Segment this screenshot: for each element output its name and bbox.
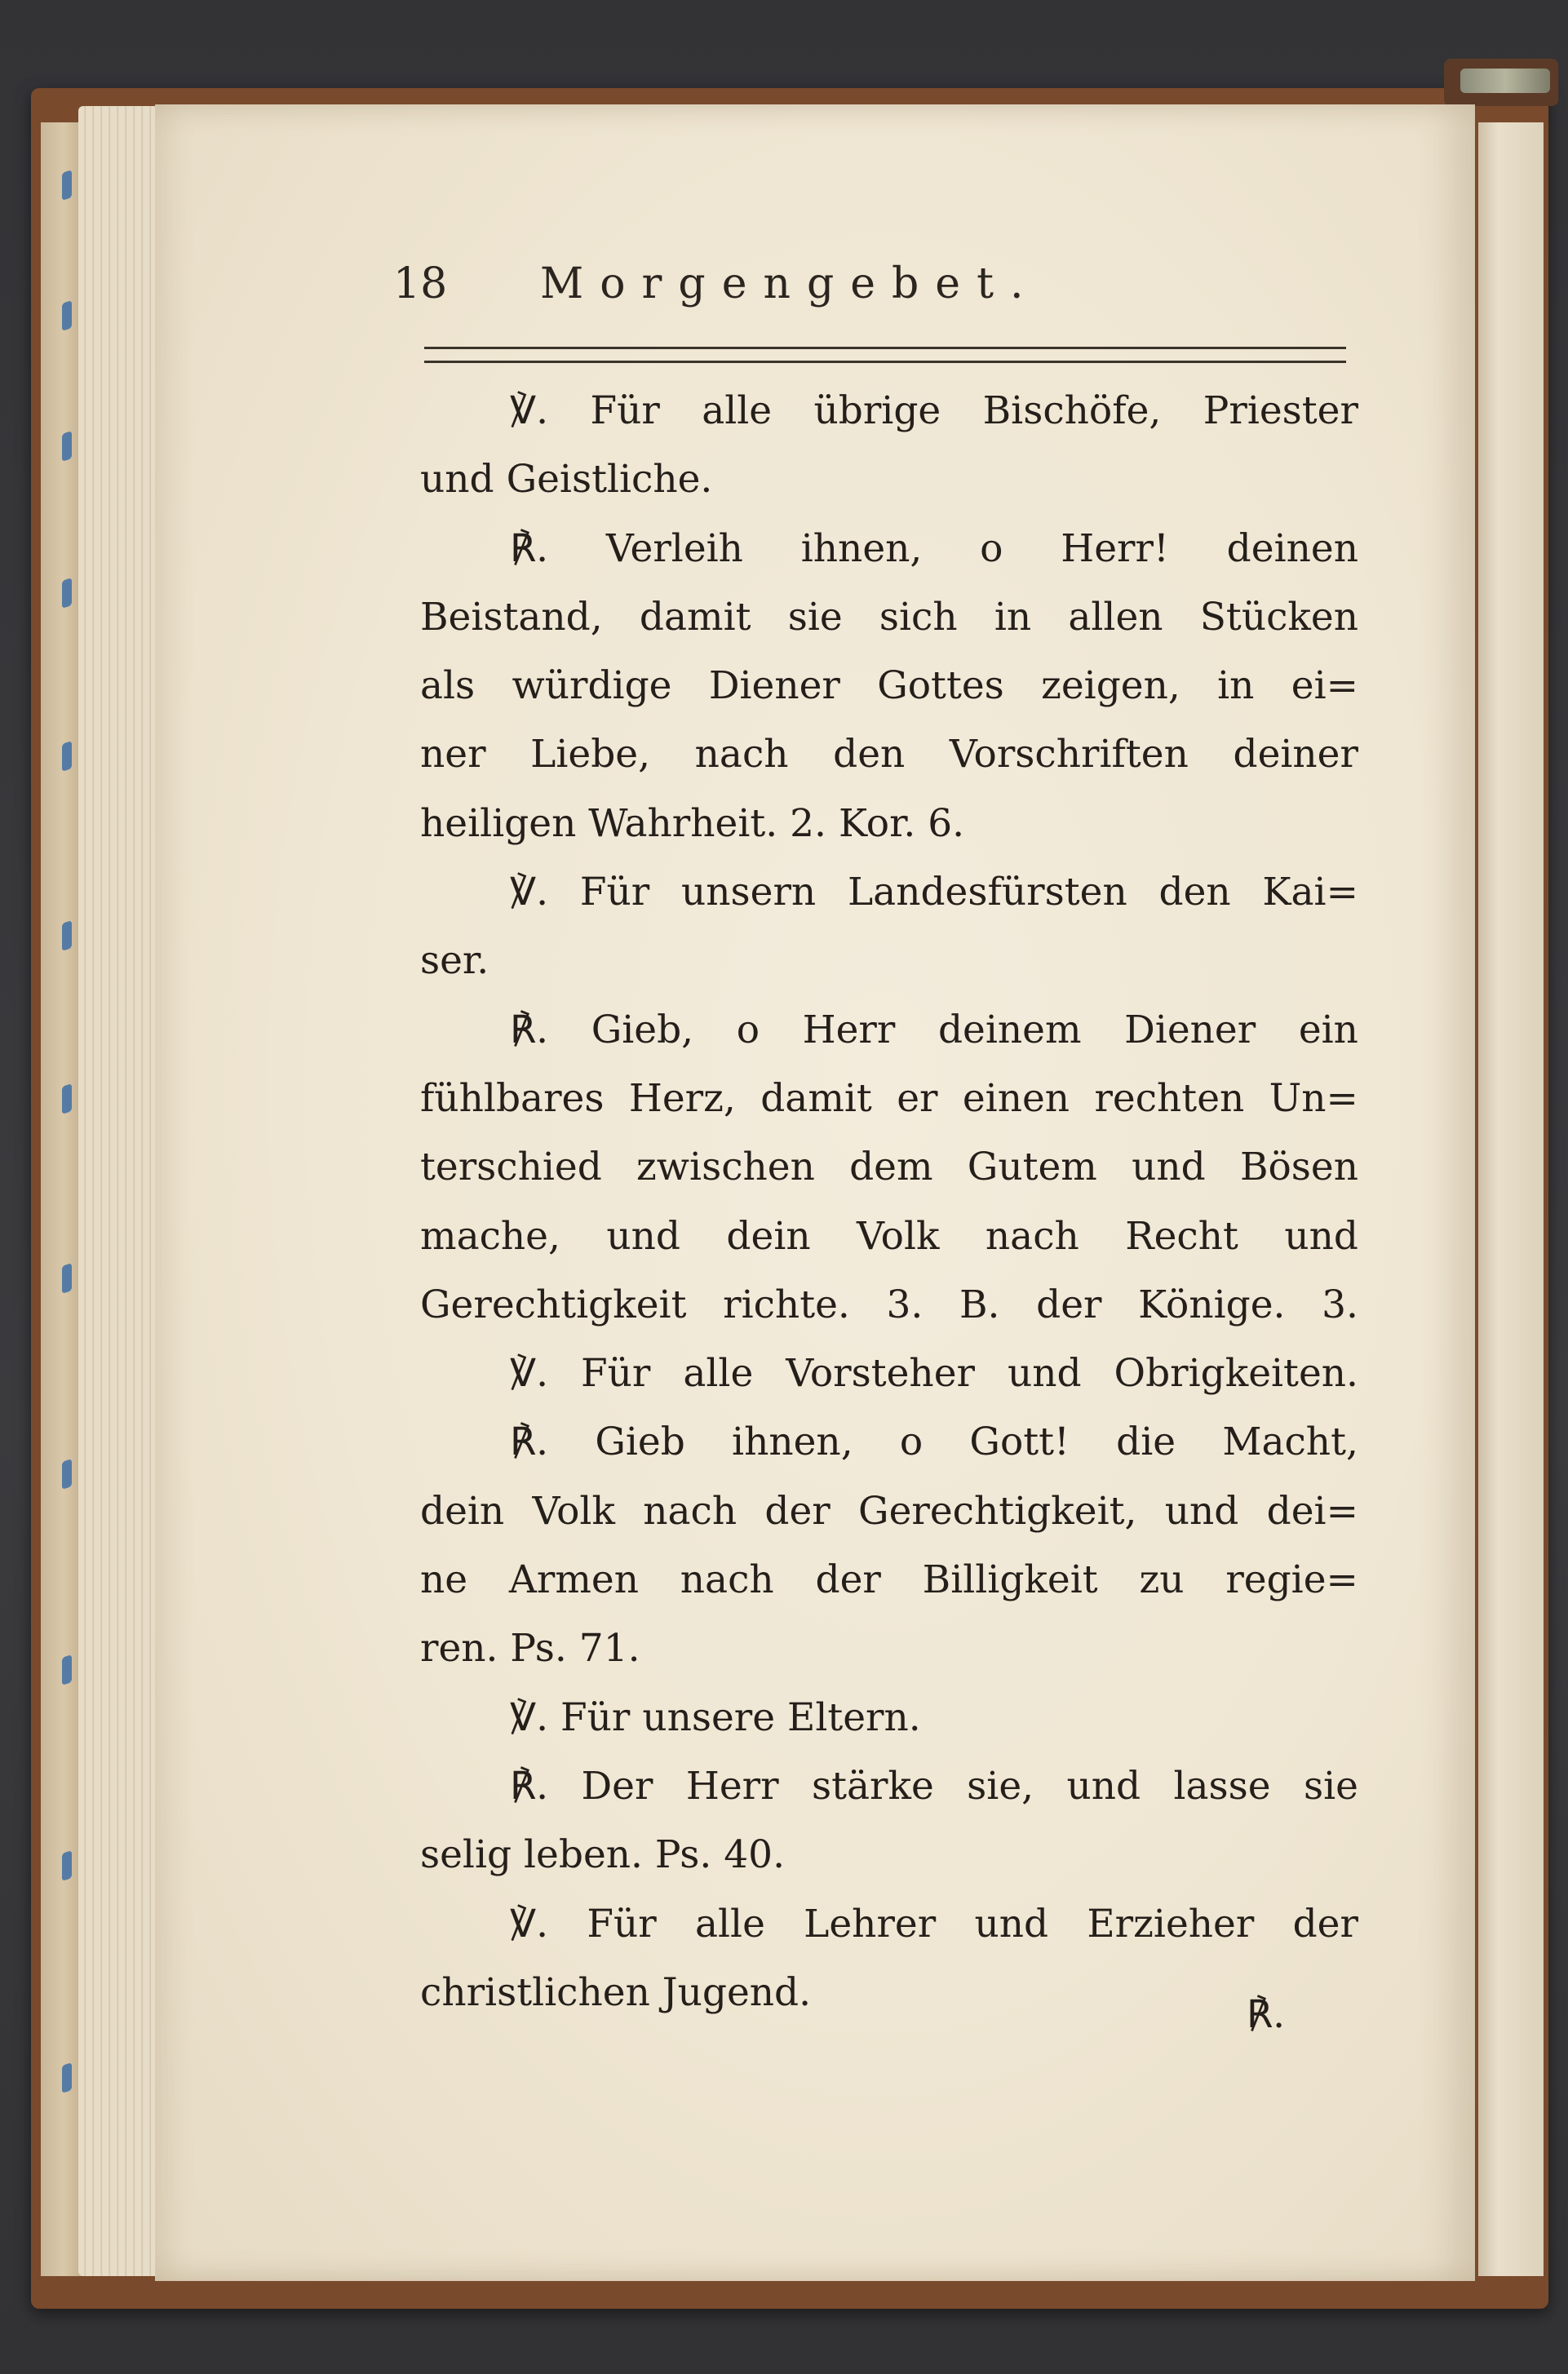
text-line: als würdige Diener Gottes zeigen, in ei= [420, 663, 1358, 709]
text-line: ℣. Für alle Vorsteher und Obrigkeiten. [510, 1351, 1358, 1397]
header-rule [424, 347, 1346, 363]
text-line: ℟. Gieb ihnen, o Gott! die Macht, [510, 1420, 1358, 1465]
text-line: und Geistliche. [420, 457, 713, 503]
text-line: ℣. Für unsern Landesfürsten den Kai= [510, 870, 1358, 915]
text-line: Beistand, damit sie sich in allen Stücken [420, 594, 1358, 640]
body-text [420, 377, 1358, 2027]
marbling-mark [62, 1850, 72, 1881]
text-line: terschied zwischen dem Gutem und Bösen [420, 1145, 1358, 1190]
text-line: ℣. Für alle übrige Bischöfe, Priester [510, 388, 1358, 433]
text-line: Gerechtigkeit richte. 3. B. der Könige. 3. [420, 1282, 1358, 1327]
text-line: ne Armen nach der Billigkeit zu regie= [420, 1557, 1358, 1603]
text-line: selig leben. Ps. 40. [420, 1832, 786, 1878]
marbling-mark [62, 300, 72, 331]
text-line: heiligen Wahrheit. 2. Kor. 6. [420, 800, 965, 846]
text-line: ser. [420, 938, 489, 984]
marbling-mark [62, 920, 72, 951]
text-line: ren. Ps. 71. [420, 1626, 640, 1672]
text-line: fühlbares Herz, damit er einen rechten Un= [420, 1075, 1358, 1121]
marbling-mark [62, 1459, 72, 1490]
text-line: mache, und dein Volk nach Recht und [420, 1213, 1358, 1259]
marbling-mark [62, 1263, 72, 1294]
text-line: dein Volk nach der Gerechtigkeit, und dei= [420, 1488, 1358, 1534]
text-line: ner Liebe, nach den Vorschriften deiner [420, 732, 1358, 777]
text-line: ℣. Für unsere Eltern. [510, 1694, 921, 1740]
text-line: ℣. Für alle Lehrer und Erzieher der [510, 1901, 1358, 1947]
marbling-mark [62, 431, 72, 462]
page-number: 18 [393, 259, 448, 308]
marbling-mark [62, 2062, 72, 2093]
text-line: christlichen Jugend. [420, 1969, 812, 2015]
text-line: ℟. Gieb, o Herr deinem Diener ein [510, 1007, 1358, 1052]
catchword: ℟. [1247, 1992, 1286, 2037]
text-line: ℟. Verleih ihnen, o Herr! deinen [510, 525, 1358, 571]
marbling-mark [62, 170, 72, 201]
marbling-mark [62, 741, 72, 772]
facing-page-edge [1478, 122, 1544, 2276]
marbling-mark [62, 1083, 72, 1114]
clasp-metal [1460, 69, 1550, 93]
marbling-mark [62, 1654, 72, 1685]
page-header [393, 259, 1346, 325]
running-title: Morgengebet. [540, 259, 1040, 308]
text-line: ℟. Der Herr stärke sie, und lasse sie [510, 1763, 1358, 1809]
marbling-mark [62, 578, 72, 609]
